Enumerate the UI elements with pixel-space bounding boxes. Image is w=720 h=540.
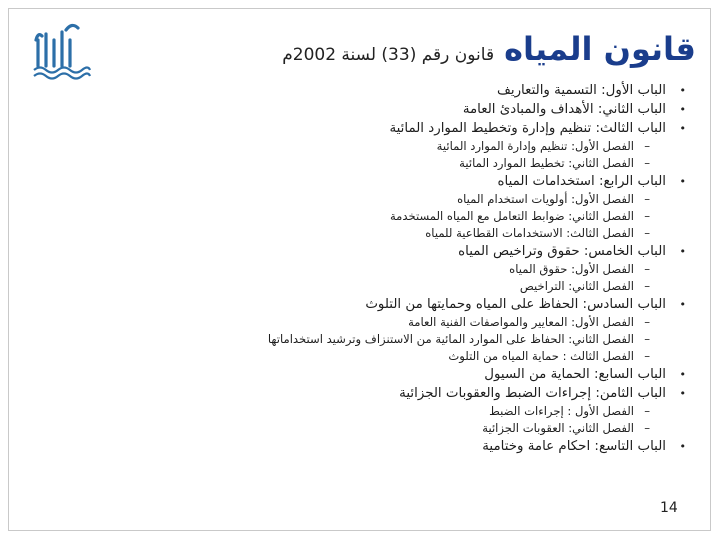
chapter-item xyxy=(46,242,686,261)
chapter-item xyxy=(46,100,686,119)
section-label: الفصل الأول: تنظيم وإدارة الموارد المائية xyxy=(436,139,634,153)
dash-icon: – xyxy=(644,139,650,153)
chapter-label: الباب الخامس: حقوق وتراخيص المياه xyxy=(458,244,666,259)
chapter-label: الباب الأول: التسمية والتعاريف xyxy=(496,83,666,98)
bullet-icon: • xyxy=(679,298,686,311)
section-item xyxy=(46,348,686,365)
section-label: الفصل الأول: حقوق المياه xyxy=(509,262,634,276)
dash-icon: – xyxy=(644,226,650,240)
chapter-label: الباب الثالث: تنظيم وإدارة وتخطيط الموارد المائية xyxy=(389,121,666,136)
section-item xyxy=(46,261,686,278)
chapter-item xyxy=(46,119,686,138)
chapter-item xyxy=(46,172,686,191)
section-item xyxy=(46,191,686,208)
chapter-label: الباب الثامن: إجراءات الضبط والعقوبات الجزائية xyxy=(399,386,666,401)
chapter-item xyxy=(46,365,686,384)
outline-list xyxy=(46,81,686,456)
bullet-icon: • xyxy=(679,440,686,453)
dash-icon: – xyxy=(644,209,650,223)
chapter-label: الباب السادس: الحفاظ على المياه وحمايتها من التلوث xyxy=(365,297,666,312)
chapter-label: الباب الثاني: الأهداف والمبادئ العامة xyxy=(462,102,666,117)
section-item xyxy=(46,403,686,420)
chapter-item xyxy=(46,295,686,314)
section-label: الفصل الأول : إجراءات الضبط xyxy=(489,404,634,418)
section-item xyxy=(46,208,686,225)
bullet-icon: • xyxy=(679,245,686,258)
dash-icon: – xyxy=(644,332,650,346)
section-item xyxy=(46,155,686,172)
dash-icon: – xyxy=(644,156,650,170)
bullet-icon: • xyxy=(679,84,686,97)
chapter-item xyxy=(46,81,686,100)
section-label: الفصل الثالث : حماية المياه من التلوث xyxy=(448,349,634,363)
page-number: 14 xyxy=(660,500,678,516)
title-subtitle: قانون رقم (33) لسنة 2002م xyxy=(282,45,495,65)
section-item xyxy=(46,278,686,295)
chapter-item xyxy=(46,437,686,456)
section-label: الفصل الثاني: التراخيص xyxy=(519,279,634,293)
bullet-icon: • xyxy=(679,387,686,400)
section-label: الفصل الثاني: الحفاظ على الموارد المائية من الاستنزاف وترشيد استخداماتها xyxy=(267,332,634,346)
section-item xyxy=(46,331,686,348)
bullet-icon: • xyxy=(679,368,686,381)
section-label: الفصل الأول: المعايير والمواصفات الفنية العامة xyxy=(408,315,634,329)
section-label: الفصل الأول: أولويات استخدام المياه xyxy=(457,192,634,206)
section-label: الفصل الثاني: العقوبات الجزائية xyxy=(482,421,634,435)
section-label: الفصل الثاني: ضوابط التعامل مع المياه المستخدمة xyxy=(389,209,634,223)
section-label: الفصل الثاني: تخطيط الموارد المائية xyxy=(459,156,634,170)
slide-title xyxy=(282,30,696,68)
chapter-label: الباب السابع: الحماية من السيول xyxy=(484,367,666,382)
bullet-icon: • xyxy=(679,122,686,135)
dash-icon: – xyxy=(644,315,650,329)
section-item xyxy=(46,138,686,155)
water-waves-icon xyxy=(32,20,92,80)
dash-icon: – xyxy=(644,349,650,363)
dash-icon: – xyxy=(644,262,650,276)
chapter-label: الباب الرابع: استخدامات المياه xyxy=(497,174,666,189)
section-item xyxy=(46,420,686,437)
title-main: قانون المياه xyxy=(504,30,696,68)
section-label: الفصل الثالث: الاستخدامات القطاعية للمياه xyxy=(425,226,634,240)
chapter-label: الباب التاسع: احكام عامة وختامية xyxy=(482,439,666,454)
dash-icon: – xyxy=(644,279,650,293)
section-item xyxy=(46,314,686,331)
bullet-icon: • xyxy=(679,103,686,116)
dash-icon: – xyxy=(644,192,650,206)
dash-icon: – xyxy=(644,404,650,418)
section-item xyxy=(46,225,686,242)
dash-icon: – xyxy=(644,421,650,435)
bullet-icon: • xyxy=(679,175,686,188)
chapter-item xyxy=(46,384,686,403)
